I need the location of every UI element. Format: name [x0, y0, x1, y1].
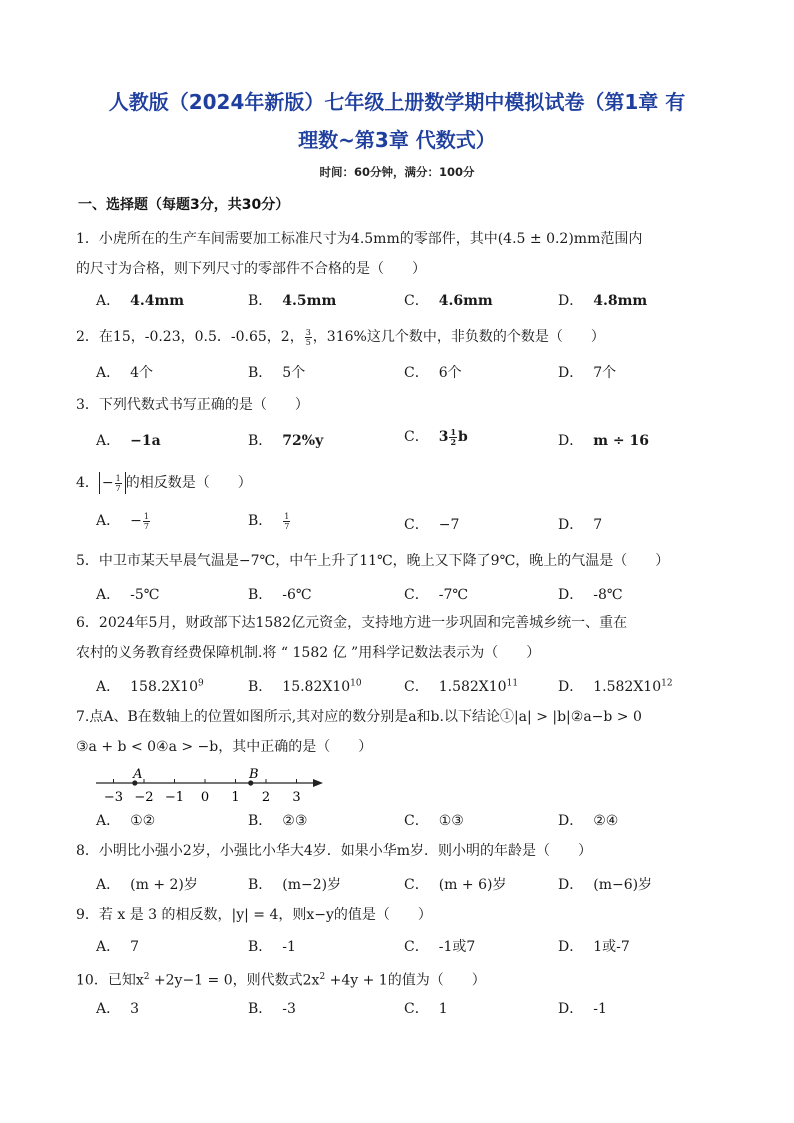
option-b[interactable]: B． 5个	[248, 365, 306, 381]
number-line-tick-label: 0	[200, 790, 210, 805]
option-a[interactable]: A． -5℃	[96, 587, 160, 603]
question-9-stem: 9．若 x 是 3 的相反数，|y| = 4，则x−y的值是（ ）	[76, 907, 432, 923]
option-d[interactable]: D． -8℃	[558, 587, 623, 603]
number-line	[94, 766, 326, 806]
question-2-stem: 2．在15，-0.23，0.5．-0.65，2， $\frac{3}{5}$ ，316%这几个数中，非负数的个数是（ ）	[76, 327, 605, 347]
option-a[interactable]: A． 3	[96, 1001, 140, 1017]
fraction: $\frac{1}{7}$	[284, 511, 290, 531]
option-b[interactable]: B． -6℃	[248, 587, 312, 603]
number-line-tick-label: −3	[103, 790, 124, 805]
question-8-stem: 8．小明比小强小2岁，小强比小华大4岁．如果小华m岁．则小明的年龄是（ ）	[76, 843, 592, 859]
option-b[interactable]: B． ②③	[248, 813, 308, 829]
question-10-options	[96, 998, 736, 1018]
option-a[interactable]: A． −1a	[96, 433, 161, 449]
question-4-stem: 4． − $\frac{1}{7}$ 的相反数是（ ）	[76, 473, 252, 493]
question-1-line-1: 1．小虎所在的生产车间需要加工标准尺寸为4.5mm的零部件，其中(4.5 ± 0.2)mm范围内	[76, 231, 643, 247]
question-6-line-2: 农村的义务教育经费保障机制.将 “ 1582 亿 ”用科学记数法表示为（ ）	[76, 645, 541, 661]
number-line-tick-label: 3	[292, 790, 301, 805]
page-title-line-1: 人教版（2024年新版）七年级上册数学期中模拟试卷（第1章 有	[108, 90, 686, 114]
question-3-stem: 3．下列代数式书写正确的是（ ）	[76, 397, 309, 413]
option-d[interactable]: D． $1.582X10^{12}$	[558, 678, 673, 695]
page-title-line-2: 理数~第3章 代数式）	[298, 128, 496, 152]
option-d[interactable]: D． 7个	[558, 365, 617, 381]
option-c[interactable]: C． ①③	[404, 813, 464, 829]
point-a-label: A	[133, 767, 143, 782]
question-7-line-1: 7.点A、B在数轴上的位置如图所示,其对应的数分别是a和b.以下结论①|a| > |b|②a−b > 0	[76, 709, 642, 725]
fraction: $\frac{3}{5}$	[305, 327, 311, 347]
number-line-tick-label: 1	[231, 790, 240, 805]
number-line-tick-label: 2	[261, 790, 271, 805]
option-c[interactable]: C． -7℃	[404, 587, 469, 603]
option-d[interactable]: D． -1	[558, 1001, 607, 1017]
option-a[interactable]: A． (m + 2)岁	[96, 877, 198, 893]
question-8-options	[96, 874, 736, 894]
point-b-label: B	[248, 767, 259, 782]
option-c[interactable]: C． 4.6mm	[404, 293, 493, 309]
section-heading-choice: 一、选择题（每题3分，共30分）	[78, 197, 290, 213]
question-4-options	[96, 511, 736, 534]
number-line-arrow	[313, 779, 323, 787]
option-a[interactable]: A． 4.4mm	[96, 293, 185, 309]
fraction: $\frac{1}{7}$	[143, 511, 149, 531]
option-c[interactable]: C． 1	[404, 1001, 448, 1017]
option-a[interactable]: A． 4个	[96, 365, 154, 381]
option-d[interactable]: D． 1或-7	[558, 939, 630, 955]
question-6-options	[96, 676, 736, 696]
question-5-options	[96, 584, 736, 604]
question-10-stem: 10．已知$x^2 +2y-1 = 0$，则代数式$2x^2 +4y + 1$的值为（ ）	[76, 972, 486, 989]
question-1-line-2: 的尺寸为合格，则下列尺寸的零部件不合格的是（ ）	[76, 261, 426, 277]
option-c[interactable]: C． 3 $\frac{1}{2}$ b	[404, 426, 468, 447]
option-c[interactable]: C． −7	[404, 517, 460, 533]
option-b[interactable]: B． $15.82X10^{10}$	[248, 678, 362, 695]
option-d[interactable]: D． ②④	[558, 813, 619, 829]
option-d[interactable]: D． (m−6)岁	[558, 877, 653, 893]
number-line-tick-label: −1	[164, 790, 185, 805]
option-b[interactable]: B． -3	[248, 1001, 296, 1017]
option-b[interactable]: B． $\frac{1}{7}$	[248, 511, 290, 531]
option-a[interactable]: A． ①②	[96, 813, 156, 829]
option-d[interactable]: D． 4.8mm	[558, 293, 648, 309]
absolute-value: − $\frac{1}{7}$	[99, 472, 126, 494]
option-a[interactable]: A． $158.2X10^9$	[96, 678, 204, 695]
question-6-line-1: 6．2024年5月，财政部下达1582亿元资金，支持地方进一步巩固和完善城乡统一、重在	[76, 615, 628, 631]
question-3-options	[96, 426, 736, 450]
question-2-options	[96, 362, 736, 382]
option-c[interactable]: C． -1或7	[404, 939, 476, 955]
option-c[interactable]: C． $1.582X10^{11}$	[404, 678, 519, 695]
question-7-line-2: ③a + b < 0④a > −b，其中正确的是（ ）	[76, 739, 373, 755]
option-c[interactable]: C． (m + 6)岁	[404, 877, 507, 893]
question-1-options	[96, 290, 736, 310]
exam-info: 时间：60分钟，满分：100分	[319, 165, 475, 179]
fraction: $\frac{1}{2}$	[450, 426, 457, 447]
option-b[interactable]: B． (m−2)岁	[248, 877, 342, 893]
option-b[interactable]: B． 72%y	[248, 433, 324, 449]
option-a[interactable]: A． − $\frac{1}{7}$	[96, 511, 149, 531]
option-c[interactable]: C． 6个	[404, 365, 462, 381]
option-b[interactable]: B． 4.5mm	[248, 293, 337, 309]
number-line-tick-label: −2	[134, 790, 154, 805]
option-a[interactable]: A． 7	[96, 939, 140, 955]
question-9-options	[96, 936, 736, 956]
fraction: $\frac{1}{7}$	[115, 473, 121, 493]
question-7-options	[96, 810, 736, 830]
option-d[interactable]: D． m ÷ 16	[558, 433, 650, 449]
option-b[interactable]: B． -1	[248, 939, 296, 955]
question-5-stem: 5．中卫市某天早晨气温是−7℃，中午上升了11℃，晚上又下降了9℃，晚上的气温是（ ）	[76, 553, 670, 569]
option-d[interactable]: D． 7	[558, 517, 603, 533]
